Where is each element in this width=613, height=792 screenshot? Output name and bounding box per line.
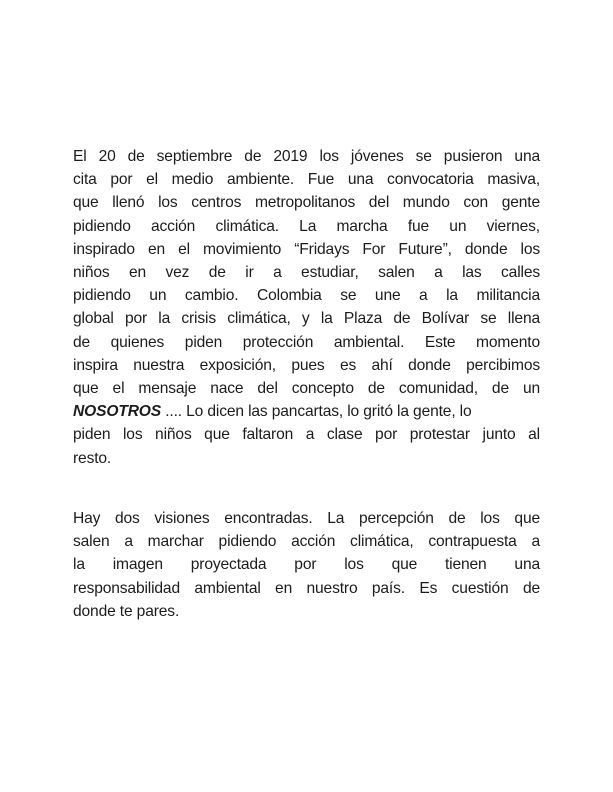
paragraph-line: que llenó los centros metropolitanos del mundo con gente — [73, 194, 540, 212]
paragraph-line-emphasis — [73, 400, 540, 423]
paragraph-line: pidiendo acción climática. La marcha fue un viernes, — [73, 217, 540, 235]
paragraph-line: pidiendo un cambio. Colombia se une a la militancia — [73, 287, 540, 305]
paragraph-line: donde te pares. — [73, 602, 180, 620]
paragraph-line: piden los niños que faltaron a clase por protestar junto al — [73, 426, 540, 444]
paragraph-line: responsabilidad ambiental en nuestro país. Es cuestión de — [73, 579, 540, 597]
paragraph-line: global por la crisis climática, y la Plaza de Bolívar se llena — [73, 310, 540, 328]
paragraph-line: la imagen proyectada por los que tienen una — [73, 556, 540, 574]
paragraph-line: niños en vez de ir a estudiar, salen a las calles — [73, 264, 540, 282]
paragraph-line: resto. — [73, 449, 112, 467]
paragraph-1 — [73, 145, 540, 470]
paragraph-line: Hay dos visiones encontradas. La percepción de los que — [73, 510, 540, 527]
paragraph-line: inspirado en el movimiento “Fridays For Future”, donde los — [73, 240, 540, 258]
paragraph-line: salen a marchar pidiendo acción climática, contrapuesta a — [73, 533, 540, 551]
emphasis-line-rest: .... Lo dicen las pancartas, lo gritó la gente, lo — [161, 403, 472, 421]
emphasis-word: NOSOTROS — [73, 403, 162, 421]
paragraph-line: de quienes piden protección ambiental. Este momento — [73, 333, 540, 351]
paragraph-2 — [73, 507, 540, 623]
paragraph-line: que el mensaje nace del concepto de comunidad, de un — [73, 380, 540, 398]
paragraph-line: cita por el medio ambiente. Fue una convocatoria masiva, — [73, 171, 540, 189]
paragraph-line: El 20 de septiembre de 2019 los jóvenes se pusieron una — [73, 148, 540, 165]
paragraph-line: inspira nuestra exposición, pues es ahí donde percibimos — [73, 356, 540, 374]
